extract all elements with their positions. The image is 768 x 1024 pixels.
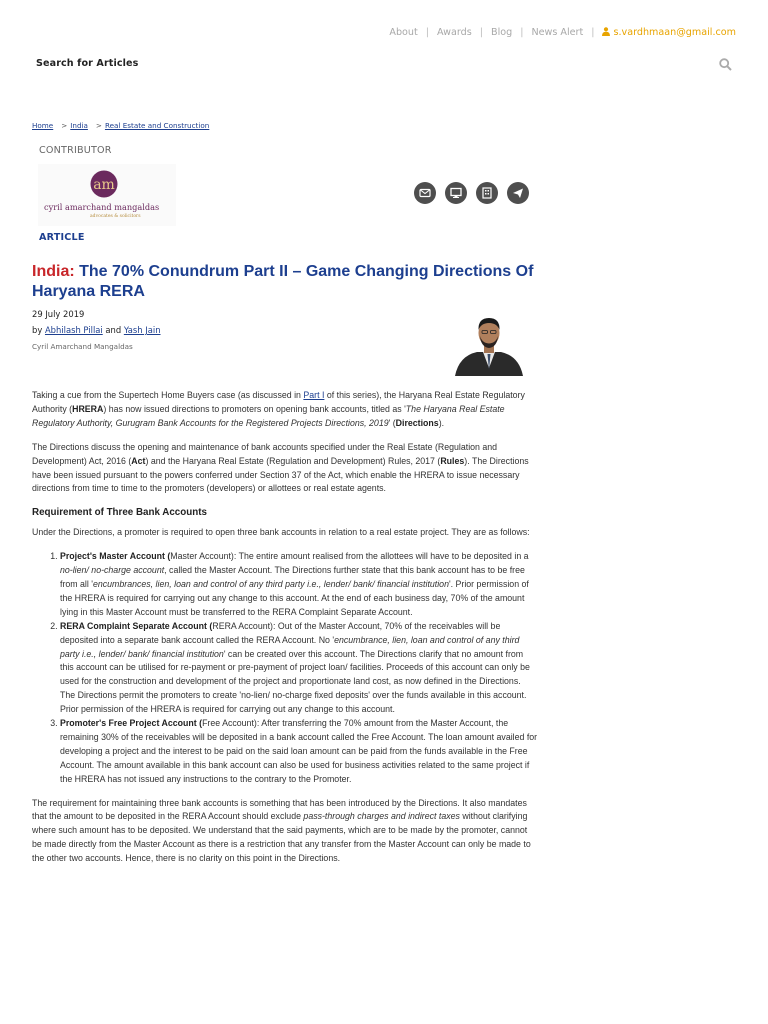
and-label: and bbox=[105, 325, 122, 335]
italic-text: encumbrance, lien, loan and control of any third party i.e., lender/ bank/ financial institution bbox=[60, 634, 520, 659]
author-link[interactable]: Abhilash Pillai bbox=[44, 325, 103, 335]
breadcrumb-country[interactable]: India bbox=[70, 121, 88, 130]
firm-name[interactable]: Cyril Amarchand Mangaldas bbox=[32, 342, 133, 351]
paragraph-text: RERA Account): Out of the Master Account, 70% of the receivables will be deposited into a separate bank account called the RERA Account. No ' bbox=[60, 620, 501, 645]
paragraph-text: '. Prior permission of the HRERA is required for carrying out any change to this account. At the end of each business day, 70% of the amount lying in this Master Account must be transferred to the RERA Complaint Separate Account. bbox=[60, 578, 529, 617]
search-icon[interactable] bbox=[719, 58, 732, 71]
article-authors bbox=[32, 325, 161, 335]
paragraph: Under the Directions, a promoter is required to open three bank accounts in relation to a real estate project. They are as follows: bbox=[32, 527, 530, 538]
logo-mark-text: am bbox=[93, 177, 115, 193]
logo-tagline: advocates & solicitors bbox=[90, 214, 141, 219]
paragraph-text: The Directions discuss the opening and maintenance of bank accounts specified under the Real Estate (Regulation and Development) Act, 2016 ( bbox=[32, 441, 498, 466]
paragraph-text: Free Account): After transferring the 70% amount from the Master Account, the remaining 30% of the receivables will be deposited in a bank account called the Free Account. The loan amount availed for developing a project and the interest to be paid on the said loan amount can be paid from the funds available in the Free Account. The amount available in this bank account can also be used for business activities related to the same project if the HRERA has not issued any instructions to the contrary to the Promoter. bbox=[60, 718, 538, 784]
article-label: ARTICLE bbox=[39, 232, 85, 243]
user-email: s.vardhmaan@gmail.com bbox=[613, 27, 736, 38]
article-country[interactable]: India: bbox=[32, 263, 75, 280]
nav-divider: | bbox=[425, 27, 429, 38]
bold-term: HRERA bbox=[72, 403, 104, 414]
breadcrumb-category[interactable]: Real Estate and Construction bbox=[104, 121, 210, 130]
paragraph-text: ' ( bbox=[388, 417, 396, 428]
breadcrumb-separator: > bbox=[61, 121, 68, 130]
paragraph-text: ) and the Haryana Real Estate (Regulation and Development) Rules, 2017 ( bbox=[145, 455, 441, 466]
paragraph bbox=[32, 389, 538, 431]
list-item bbox=[60, 717, 538, 787]
nav-divider: | bbox=[591, 27, 595, 38]
logo-mark bbox=[38, 164, 176, 204]
search-label[interactable]: Search for Articles bbox=[36, 58, 139, 69]
email-icon[interactable] bbox=[414, 182, 436, 204]
italic-text: pass-through charges and indirect taxes bbox=[303, 811, 460, 822]
bold-term: Promoter's Free Project Account ( bbox=[60, 718, 203, 729]
author-photo bbox=[453, 312, 525, 376]
nav-news-alert[interactable]: News Alert bbox=[531, 27, 584, 38]
user-account-link[interactable] bbox=[602, 27, 736, 38]
bold-term: Project's Master Account ( bbox=[60, 551, 171, 562]
bold-term: RERA Complaint Separate Account ( bbox=[60, 620, 213, 631]
paragraph bbox=[32, 797, 538, 867]
nav-about[interactable]: About bbox=[389, 27, 418, 38]
article-body bbox=[32, 389, 538, 876]
nav-blog[interactable]: Blog bbox=[490, 27, 513, 38]
send-icon[interactable] bbox=[507, 182, 529, 204]
paragraph-text: , called the Master Account. The Directions further state that this bank account has to be free from all ' bbox=[60, 565, 525, 589]
paragraph-text: The requirement for maintaining three bank accounts is something that has been introduced by the Directions. It also mandates that the amount to be deposited in the RERA Account should exclude bbox=[32, 797, 527, 822]
bold-term: Act bbox=[131, 455, 146, 466]
list-item bbox=[60, 550, 538, 620]
italic-text: encumbrances, lien, loan and control of any third party i.e., lender/ bank/ financial institution bbox=[92, 578, 449, 589]
paragraph-text: ) has now issued directions to promoters on opening bank accounts, titled as ' bbox=[103, 403, 406, 414]
top-nav bbox=[389, 27, 736, 38]
paragraph-text: Master Account): The entire amount realised from the allottees will have to be deposited in a bbox=[170, 551, 529, 562]
desktop-icon[interactable] bbox=[445, 182, 467, 204]
by-label: by bbox=[32, 325, 43, 335]
paragraph-text: without clarifying where such amount has to be deposited. We understand that the said payments, which are to be made by the promoter, cannot be made directly from the Master Account as there is a restriction that any transfer from the Master Account can only be made to the other two accounts. Hence, there is no clarity on this point in the Directions. bbox=[32, 811, 531, 864]
paragraph bbox=[32, 441, 538, 497]
section-heading: Requirement of Three Bank Accounts bbox=[32, 507, 207, 519]
author-link[interactable]: Yash Jain bbox=[123, 325, 161, 335]
bold-term: Rules bbox=[440, 455, 465, 466]
print-icon[interactable] bbox=[476, 182, 498, 204]
part-i-link[interactable]: Part I bbox=[303, 390, 325, 400]
logo-name: cyril amarchand mangaldas bbox=[44, 202, 160, 212]
italic-text: no-lien/ no-charge account bbox=[60, 565, 165, 576]
paragraph-text: ). The Directions have been issued pursuant to the powers conferred under Section 37 of the Act, which enable the HRERA to issue necessary directions from time to time to the promoters (developers) or allottees or real estate agents. bbox=[32, 455, 529, 494]
accounts-list bbox=[32, 550, 538, 786]
article-date: 29 July 2019 bbox=[32, 309, 85, 319]
paragraph-text: Taking a cue from the Supertech Home Buyers case (as discussed in bbox=[32, 390, 304, 400]
nav-divider: | bbox=[520, 27, 524, 38]
bold-term: Directions bbox=[395, 417, 439, 428]
nav-divider: | bbox=[479, 27, 483, 38]
breadcrumb bbox=[32, 121, 209, 130]
article-title-text: The 70% Conundrum Part II – Game Changing Directions Of Haryana RERA bbox=[32, 263, 534, 300]
contributor-label: CONTRIBUTOR bbox=[39, 145, 112, 156]
firm-logo[interactable] bbox=[38, 164, 176, 226]
user-icon bbox=[602, 27, 610, 36]
paragraph-text: ' can be created over this account. The Directions clarify that no amount from this account can be utilised for re-payment or pre-payment of project loan/ facilities. Proceeds of this account can only be used for the construction and development of the project and proportionate land cost, as now defined in the Directions. The Directions permit the promoters to create 'no-lien/ no-charge fixed deposits' over the funds available in this account. Prior permission of the HRERA is required for carrying out any change to this account. bbox=[60, 648, 530, 715]
share-toolbar bbox=[414, 182, 529, 204]
article-title bbox=[32, 262, 542, 301]
paragraph-text: ). bbox=[438, 417, 445, 428]
search-bar[interactable] bbox=[36, 58, 732, 74]
list-item bbox=[60, 620, 538, 717]
paragraph-text: of this series), the Haryana Real Estate Regulatory Authority ( bbox=[32, 390, 525, 414]
breadcrumb-separator: > bbox=[95, 121, 102, 130]
italic-text: The Haryana Real Estate Regulatory Authority, Gurugram Bank Accounts for the Registered Projects Directions, 2019 bbox=[32, 403, 505, 428]
breadcrumb-home[interactable]: Home bbox=[32, 121, 54, 130]
nav-awards[interactable]: Awards bbox=[436, 27, 472, 38]
